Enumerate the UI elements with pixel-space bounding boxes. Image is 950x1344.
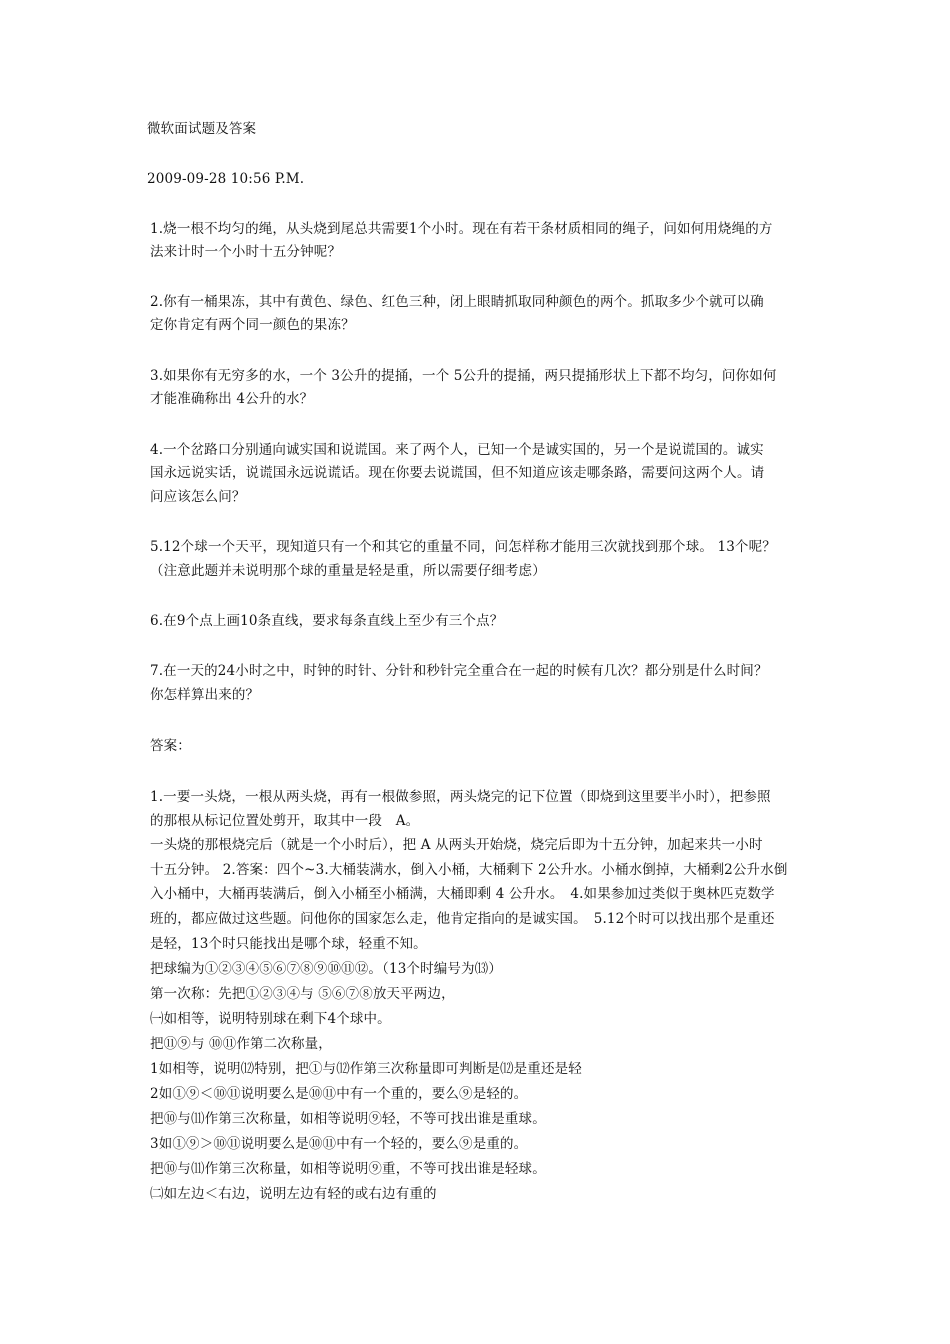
answer-line: 是轻，13个时只能找出是哪个球，轻重不知。: [150, 936, 427, 952]
question-line: 7.在一天的24小时之中，时钟的时针、分针和秒针完全重合在一起的时候有几次？都分别是什么时间？: [150, 663, 768, 679]
answer-line: ㈠如相等，说明特别球在剩下4个球中。: [150, 1011, 391, 1027]
question-line: 定你肯定有两个同一颜色的果冻？: [150, 317, 355, 333]
question-line: 你怎样算出来的？: [150, 687, 260, 703]
answer-line: 把⑩与⑾作第三次称量，如相等说明⑨重，不等可找出谁是轻球。: [150, 1161, 546, 1177]
question-line: 2.你有一桶果冻，其中有黄色、绿色、红色三种，闭上眼睛抓取同种颜色的两个。抓取多少个就可以确: [150, 294, 764, 310]
answers-heading: 答案：: [150, 738, 191, 754]
question-line: 才能准确称出 4公升的水？: [150, 391, 314, 407]
answer-line: 班的，都应做过这些题。问他你的国家怎么走，他肯定指向的是诚实国。 5.12个时可以找出那个是重还: [150, 911, 775, 927]
answer-line: ㈡如左边＜右边，说明左边有轻的或右边有重的: [150, 1186, 437, 1202]
document-title: 微软面试题及答案: [147, 121, 257, 137]
answer-line: 1如相等，说明⑿特别，把①与⑿作第三次称量即可判断是⑿是重还是轻: [150, 1061, 582, 1077]
question-line: 3.如果你有无穷多的水，一个 3公升的提捅，一个 5公升的提捅，两只提捅形状上下都不均匀，问你如何: [150, 368, 777, 384]
question-line: （注意此题并未说明那个球的重量是轻是重，所以需要仔细考虑）: [150, 563, 546, 579]
answer-line: 3如①⑨＞⑩⑪说明要么是⑩⑪中有一个轻的，要么⑨是重的。: [150, 1136, 528, 1152]
answer-line: 2如①⑨＜⑩⑪说明要么是⑩⑪中有一个重的，要么⑨是轻的。: [150, 1086, 528, 1102]
answer-line: 第一次称：先把①②③④与 ⑤⑥⑦⑧放天平两边，: [150, 986, 455, 1002]
answer-line: 把球编为①②③④⑤⑥⑦⑧⑨⑩⑪⑫。（13个时编号为⒀）: [150, 961, 502, 977]
answer-line: 入小桶中，大桶再装满后，倒入小桶至小桶满，大桶即剩 4 公升水。 4.如果参加过类似于奥林匹克数学: [150, 886, 775, 902]
answer-line: 把⑩与⑾作第三次称量，如相等说明⑨轻，不等可找出谁是重球。: [150, 1111, 546, 1127]
answer-line: 1.一要一头烧，一根从两头烧，再有一根做参照，两头烧完的记下位置（即烧到这里要半小时），把参照: [150, 789, 771, 805]
question-line: 国永远说实话，说谎国永远说谎话。现在你要去说谎国，但不知道应该走哪条路，需要问这两个人。请: [150, 465, 765, 481]
answer-line: 的那根从标记位置处剪开，取其中一段 A。: [150, 813, 420, 829]
answer-line: 把⑪⑨与 ⑩⑪作第二次称量，: [150, 1036, 332, 1052]
question-line: 问应该怎么问？: [150, 489, 246, 505]
question-line: 法来计时一个小时十五分钟呢？: [150, 244, 342, 260]
question-line: 4.一个岔路口分别通向诚实国和说谎国。来了两个人，已知一个是诚实国的，另一个是说谎国的。诚实: [150, 442, 764, 458]
answer-line: 十五分钟。 2.答案：四个~3.大桶装满水，倒入小桶，大桶剩下 2公升水。小桶水倒掉，大桶剩2公升水倒: [150, 862, 788, 878]
question-line: 5.12个球一个天平，现知道只有一个和其它的重量不同，问怎样称才能用三次就找到那个球。 13个呢？: [150, 539, 776, 555]
question-line: 1.烧一根不均匀的绳，从头烧到尾总共需要1个小时。现在有若干条材质相同的绳子，问如何用烧绳的方: [150, 221, 773, 237]
answer-line: 一头烧的那根烧完后（就是一个小时后），把 A 从两头开始烧，烧完后即为十五分钟，加起来共一小时: [150, 837, 763, 853]
question-line: 6.在9个点上画10条直线，要求每条直线上至少有三个点？: [150, 613, 504, 629]
post-datetime: 2009-09-28 10:56 P.M.: [147, 171, 305, 187]
